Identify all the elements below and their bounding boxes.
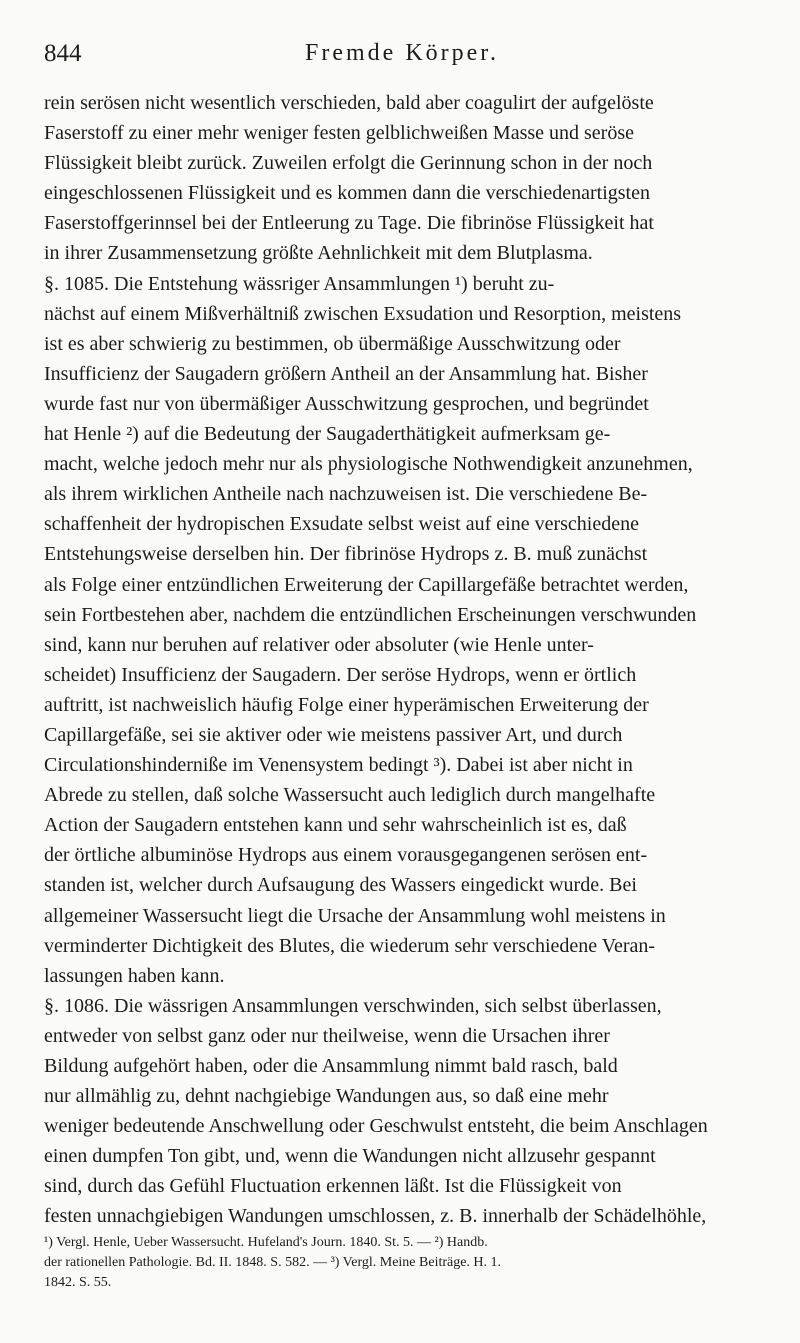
- text-line: eingeschlossenen Flüssigkeit und es kommen dann die verschiedenartigsten: [44, 182, 650, 205]
- text-line: scheidet) Insufficienz der Saugadern. Der seröse Hydrops, wenn er örtlich: [44, 663, 637, 686]
- text-line: rein serösen nicht wesentlich verschieden, bald aber coagulirt der aufgelöste: [44, 92, 654, 114]
- text-line: §. 1086. Die wässrigen Ansammlungen verschwinden, sich selbst überlassen,: [44, 994, 662, 1017]
- text-line: in ihrer Zusammensetzung größte Aehnlichkeit mit dem Blutplasma.: [44, 242, 593, 265]
- text-line: Circulationshinderniße im Venensystem bedingt ³). Dabei ist aber nicht in: [44, 754, 633, 777]
- text-line: macht, welche jedoch mehr nur als physiologische Nothwendigkeit anzunehmen,: [44, 453, 693, 476]
- text-line: auftritt, ist nachweislich häufig Folge einer hyperämischen Erweiterung der: [44, 693, 649, 716]
- footnote-line: der rationellen Pathologie. Bd. II. 1848. S. 582. — ³) Vergl. Meine Beiträge. H. 1.: [44, 1255, 502, 1270]
- text-line: der örtliche albuminöse Hydrops aus einem vorausgegangenen serösen ent-: [44, 844, 648, 867]
- text-line: standen ist, welcher durch Aufsaugung des Wassers eingedickt wurde. Bei: [44, 874, 637, 897]
- text-line: festen unnachgiebigen Wandungen umschlossen, z. B. innerhalb der Schädelhöhle,: [44, 1205, 707, 1228]
- body-text: [44, 88, 770, 1232]
- text-line: sind, kann nur beruhen auf relativer oder absoluter (wie Henle unter-: [44, 633, 594, 656]
- text-line: Entstehungsweise derselben hin. Der fibrinöse Hydrops z. B. muß zunächst: [44, 543, 648, 566]
- text-line: Faserstoff zu einer mehr weniger festen gelblichweißen Masse und seröse: [44, 122, 634, 145]
- text-line: als Folge einer entzündlichen Erweiterung der Capillargefäße betrachtet werden,: [44, 573, 689, 596]
- footnote-line: 1842. S. 55.: [44, 1275, 112, 1290]
- text-line: allgemeiner Wassersucht liegt die Ursache der Ansammlung wohl meistens in: [44, 904, 666, 927]
- text-line: sein Fortbestehen aber, nachdem die entzündlichen Erscheinungen verschwunden: [44, 603, 697, 626]
- text-line: Flüssigkeit bleibt zurück. Zuweilen erfolgt die Gerinnung schon in der noch: [44, 152, 653, 175]
- text-line: §. 1085. Die Entstehung wässriger Ansammlungen ¹) beruht zu-: [44, 272, 555, 295]
- text-line: schaffenheit der hydropischen Exsudate selbst weist auf eine verschiedene: [44, 513, 639, 536]
- text-line: nur allmählig zu, dehnt nachgiebige Wandungen aus, so daß eine mehr: [44, 1085, 609, 1108]
- text-line: verminderter Dichtigkeit des Blutes, die wiederum sehr verschiedene Veran-: [44, 934, 656, 957]
- text-line: Abrede zu stellen, daß solche Wassersucht auch lediglich durch mangelhafte: [44, 784, 656, 807]
- text-line: Action der Saugadern entstehen kann und sehr wahrscheinlich ist es, daß: [44, 814, 627, 837]
- footnotes: [44, 1233, 770, 1293]
- text-line: Insufficienz der Saugadern größern Antheil an der Ansammlung hat. Bisher: [44, 362, 648, 385]
- page-header: [44, 40, 760, 70]
- text-line: sind, durch das Gefühl Fluctuation erkennen läßt. Ist die Flüssigkeit von: [44, 1175, 622, 1198]
- text-line: ist es aber schwierig zu bestimmen, ob übermäßige Ausschwitzung oder: [44, 332, 621, 355]
- text-line: Faserstoffgerinnsel bei der Entleerung zu Tage. Die fibrinöse Flüssigkeit hat: [44, 212, 654, 235]
- page-number: 844: [44, 40, 82, 67]
- text-line: Capillargefäße, sei sie aktiver oder wie meistens passiver Art, und durch: [44, 723, 623, 746]
- text-line: als ihrem wirklichen Antheile nach nachzuweisen ist. Die verschiedene Be-: [44, 483, 648, 506]
- text-line: wurde fast nur von übermäßiger Ausschwitzung gesprochen, und begründet: [44, 392, 649, 415]
- text-line: entweder von selbst ganz oder nur theilweise, wenn die Ursachen ihrer: [44, 1024, 610, 1047]
- text-line: nächst auf einem Mißverhältniß zwischen Exsudation und Resorption, meistens: [44, 302, 682, 325]
- text-line: lassungen haben kann.: [44, 964, 225, 987]
- running-title: Fremde Körper.: [305, 40, 499, 66]
- footnote-line: ¹) Vergl. Henle, Ueber Wassersucht. Hufeland's Journ. 1840. St. 5. — ²) Handb.: [44, 1235, 488, 1250]
- text-line: einen dumpfen Ton gibt, und, wenn die Wandungen nicht allzusehr gespannt: [44, 1145, 656, 1168]
- text-line: weniger bedeutende Anschwellung oder Geschwulst entsteht, die beim Anschlagen: [44, 1115, 708, 1138]
- text-line: Bildung aufgehört haben, oder die Ansammlung nimmt bald rasch, bald: [44, 1055, 618, 1077]
- text-line: hat Henle ²) auf die Bedeutung der Saugaderthätigkeit aufmerksam ge-: [44, 423, 611, 446]
